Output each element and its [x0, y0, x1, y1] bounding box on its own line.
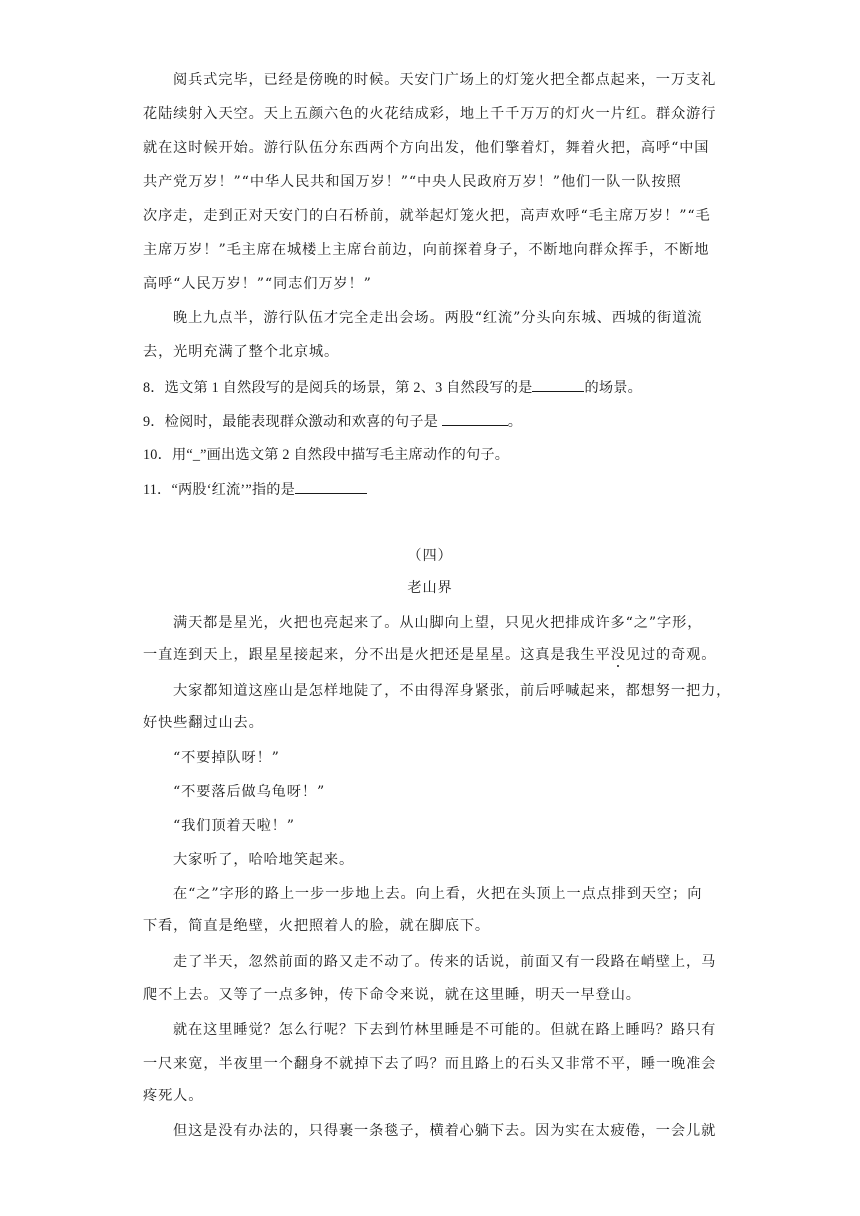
answer-blank-11[interactable] — [295, 479, 367, 494]
answer-blank-8[interactable] — [532, 377, 584, 392]
question-10: 10．用“_”画出选文第 2 自然段中描写毛主席动作的句子。 — [143, 447, 510, 463]
question-8-text: 8．选文第 1 自然段写的是阅兵的场景，第 2、3 自然段写的是 — [143, 380, 533, 396]
question-11 — [143, 479, 717, 500]
question-9-tail: 。 — [507, 414, 523, 430]
section-number: （四） — [407, 548, 453, 564]
passage3-p1-line: 花陆续射入天空。天上五颜六色的火花结成彩，地上千千万万的灯火一片红。群众游行 — [143, 106, 717, 122]
passage4-p1-period: 。 — [505, 647, 521, 663]
passage4-p5-line: 疼死人。 — [143, 1088, 204, 1104]
passage4-p1-text: 一直连到天上，跟星星接起来，分不出是火把还是星星 — [143, 647, 506, 663]
passage4-p2-line: 好快些翻过山去。 — [143, 715, 264, 731]
question-11-text: 11．“两股‘红流’”指的是 — [143, 482, 296, 498]
passage4-p3-line: 下看，简直是绝壁，火把照着人的脸，就在脚底下。 — [143, 918, 491, 934]
question-9 — [143, 411, 717, 432]
passage4-p5-line: 一尺来宽，半夜里一个翻身不就掉下去了吗？而且路上的石头又非常不平，睡一晚准会 — [143, 1056, 717, 1072]
passage3-p2-line: 去，光明充满了整个北京城。 — [143, 344, 340, 360]
section-title: 老山界 — [407, 580, 453, 596]
passage4-p1-emphasis: 这真是我生平没见过的奇观。 — [520, 647, 717, 663]
passage4-p6-line: 但这是没有办法的，只得裹一条毯子，横着心躺下去。因为实在太疲倦，一会儿就 — [173, 1123, 717, 1139]
passage3-p1-line: 就在这时候开始。游行队伍分东西两个方向出发，他们擎着灯，舞着火把，高呼“中国 — [143, 140, 710, 156]
dialogue-line: “我们顶着天啦！” — [173, 818, 295, 834]
passage4-p5-line: 就在这里睡觉？怎么行呢？下去到竹林里睡是不可能的。但就在路上睡吗？路只有 — [173, 1022, 717, 1038]
passage4-p3-line: 在“之”字形的路上一步一步地上去。向上看，火把在头顶上一点点排到天空；向 — [173, 886, 703, 902]
answer-blank-9[interactable] — [442, 411, 508, 426]
dialogue-line: “不要掉队呀！” — [173, 750, 280, 766]
passage4-p4-line: 走了半天，忽然前面的路又走不动了。传来的话说，前面又有一段路在峭壁上，马 — [173, 954, 717, 970]
passage3-p1-line: 高呼“人民万岁！”“同志们万岁！” — [143, 276, 372, 292]
passage3-p2-line: 晚上九点半，游行队伍才完全走出会场。两股“红流”分头向东城、西城的街道流 — [173, 310, 703, 326]
passage4-p4-line: 爬不上去。又等了一点多钟，传下命令来说，就在这里睡，明天一早登山。 — [143, 987, 641, 1003]
passage4-p1-line: 满天都是星光，火把也亮起来了。从山脚向上望，只见火把排成许多“之”字形， — [173, 615, 703, 631]
passage3-p1-line: 次序走，走到正对天安门的白石桥前，就举起灯笼火把，高声欢呼“毛主席万岁！”“毛 — [143, 208, 711, 224]
question-8 — [143, 377, 717, 398]
dialogue-line: “不要落后做乌龟呀！” — [173, 784, 326, 800]
passage3-p1-line: 阅兵式完毕，已经是傍晚的时候。天安门广场上的灯笼火把全都点起来，一万支礼 — [173, 72, 717, 88]
question-9-text: 9．检阅时，最能表现群众激动和欢喜的句子是 — [143, 414, 442, 430]
passage4-p1-line — [143, 645, 717, 665]
passage4-p2-line: 大家都知道这座山是怎样地陡了，不由得浑身紧张，前后呼喊起来，都想努一把力， — [173, 683, 732, 699]
passage3-p1-line: 共产党万岁！”“中华人民共和国万岁！”“中央人民政府万岁！”他们一队一队按照 — [143, 174, 682, 190]
question-8-tail: 的场景。 — [584, 380, 643, 396]
passage3-p1-line: 主席万岁！”毛主席在城楼上主席台前边，向前探着身子，不断地向群众挥手，不断地 — [143, 242, 710, 258]
passage4-line: 大家听了，哈哈地笑起来。 — [173, 852, 355, 868]
